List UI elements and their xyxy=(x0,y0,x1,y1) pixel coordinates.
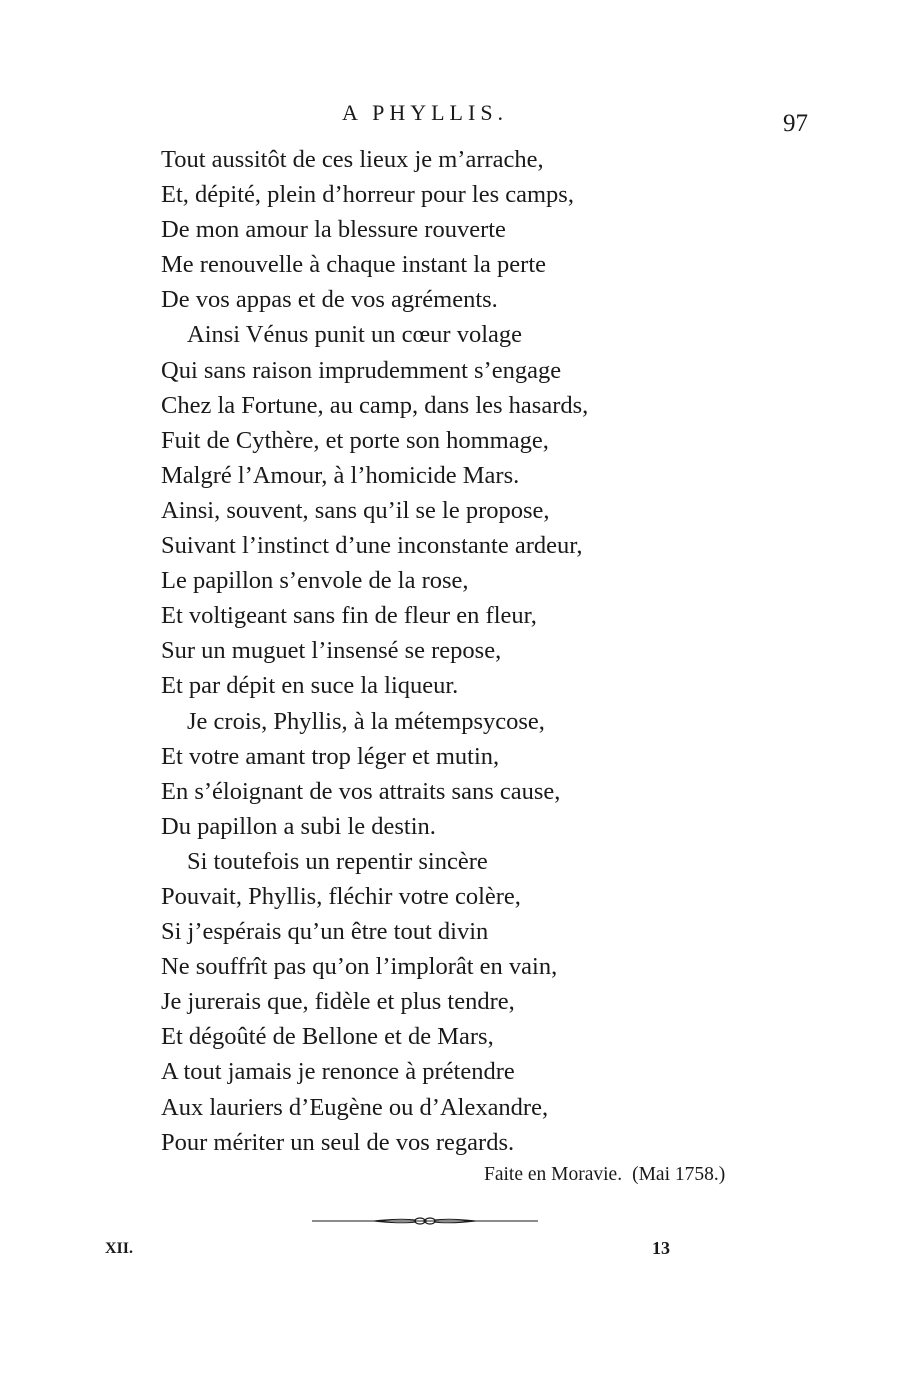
poem-line: Aux lauriers d’Eugène ou d’Alexandre, xyxy=(161,1093,549,1121)
poem-line: De vos appas et de vos agréments. xyxy=(161,286,498,314)
colophon xyxy=(484,1164,735,1186)
poem-line: Ainsi, souvent, sans qu’il se le propose, xyxy=(161,496,550,524)
poem-line: Le papillon s’envole de la rose, xyxy=(161,567,469,595)
poem-line: De mon amour la blessure rouverte xyxy=(161,216,506,244)
poem-line: Sur un muguet l’insensé se repose, xyxy=(161,637,502,665)
poem-line: Je jurerais que, fidèle et plus tendre, xyxy=(161,988,515,1016)
poem-line: Qui sans raison imprudemment s’engage xyxy=(161,356,562,384)
poem-line: Chez la Fortune, au camp, dans les hasards, xyxy=(161,391,589,419)
poem-line: Je crois, Phyllis, à la métempsycose, xyxy=(187,707,545,735)
poem-line: Du papillon a subi le destin. xyxy=(161,812,436,840)
signature-mark: XII. xyxy=(105,1240,134,1257)
poem-line: En s’éloignant de vos attraits sans cause, xyxy=(161,777,561,805)
poem-line: Pouvait, Phyllis, fléchir votre colère, xyxy=(161,882,521,910)
running-title: A PHYLLIS. xyxy=(341,100,509,125)
poem-line: Et, dépité, plein d’horreur pour les camps, xyxy=(161,181,574,209)
poem-line: Suivant l’instinct d’une inconstante ardeur, xyxy=(161,532,583,560)
poem-line: Pour mériter un seul de vos regards. xyxy=(161,1128,515,1156)
poem-line: Et votre amant trop léger et mutin, xyxy=(161,742,500,770)
poem-line: Et par dépit en suce la liqueur. xyxy=(161,672,459,700)
sheet-number: 13 xyxy=(652,1238,670,1258)
poem-line: Malgré l’Amour, à l’homicide Mars. xyxy=(161,461,520,489)
ornament-divider xyxy=(312,1213,538,1229)
poem-line: Ne souffrît pas qu’on l’implorât en vain, xyxy=(161,953,558,981)
poem-line: Et dégoûté de Bellone et de Mars, xyxy=(161,1023,494,1051)
poem-line: A tout jamais je renonce à prétendre xyxy=(161,1058,515,1086)
colophon-place: Faite en Moravie. xyxy=(484,1164,623,1185)
page-number: 97 xyxy=(783,110,808,137)
poem-line: Et voltigeant sans fin de fleur en fleur, xyxy=(161,602,537,630)
colophon-date: (Mai 1758.) xyxy=(632,1164,726,1185)
poem-line: Fuit de Cythère, et porte son hommage, xyxy=(161,426,549,454)
poem-line: Me renouvelle à chaque instant la perte xyxy=(161,251,547,279)
poem-line: Tout aussitôt de ces lieux je m’arrache, xyxy=(161,146,544,173)
poem-line: Ainsi Vénus punit un cœur volage xyxy=(187,321,523,349)
poem-line: Si j’espérais qu’un être tout divin xyxy=(161,918,489,946)
poem xyxy=(161,142,721,1160)
poem-line: Si toutefois un repentir sincère xyxy=(187,847,488,875)
